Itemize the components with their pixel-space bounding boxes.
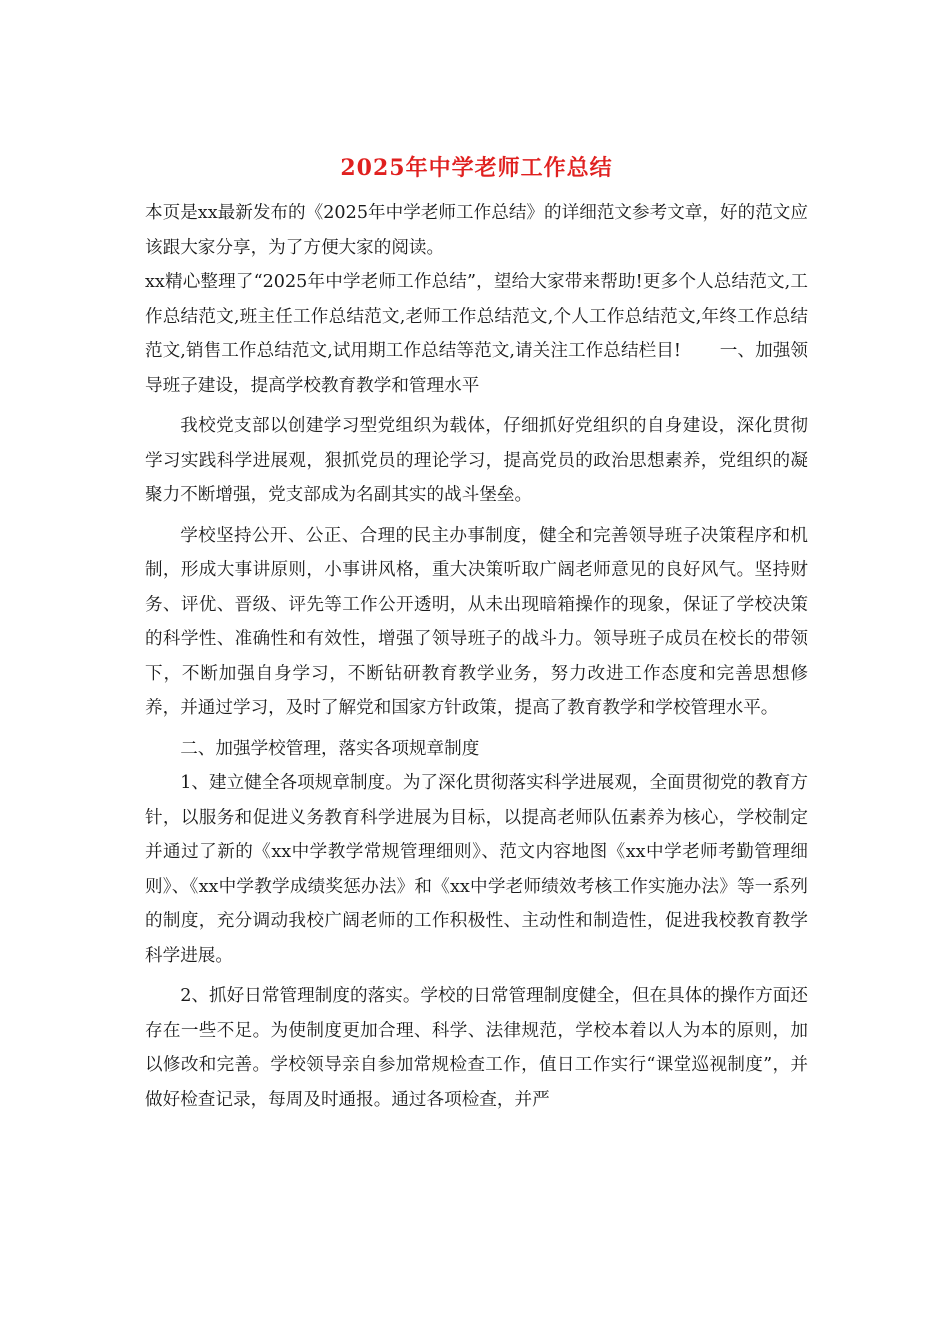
section-2-heading: 二、加强学校管理，落实各项规章制度 xyxy=(180,738,480,759)
recommend-text: xx精心整理了“2025年中学老师工作总结”，望给大家带来帮助!更多个人总结范文,工作总结范文,班主任工作总结范文,老师工作总结范文,个人工作总结范文,年终工作总结范文,销售工作总结范文,试用期工作总结等范文,请关注工作总结栏目! xyxy=(145,272,808,361)
recommend-paragraph xyxy=(145,265,808,403)
paragraph-2: 学校坚持公开、公正、合理的民主办事制度，健全和完善领导班子决策程序和机制，形成大事讲原则，小事讲风格，重大决策听取广阔老师意见的良好风气。坚持财务、评优、晋级、评先等工作公开透明，从未出现暗箱操作的现象，保证了学校决策的科学性、准确性和有效性，增强了领导班子的战斗力。领导班子成员在校长的带领下，不断加强自身学习，不断钻研教育教学业务，努力改进工作态度和完善思想修养，并通过学习，及时了解党和国家方针政策，提高了教育教学和学校管理水平。 xyxy=(145,525,808,718)
intro-paragraph: 本页是xx最新发布的《2025年中学老师工作总结》的详细范文参考文章，好的范文应该跟大家分享，为了方便大家的阅读。 xyxy=(145,203,808,258)
section-1-heading: 一、加强领导班子建设，提高学校教育教学和管理水平 xyxy=(145,341,808,396)
paragraph-4: 2、抓好日常管理制度的落实。学校的日常管理制度健全，但在具体的操作方面还存在一些不足。为使制度更加合理、科学、法律规范，学校本着以人为本的原则，加以修改和完善。学校领导亲自参加常规检查工作，值日工作实行“课堂巡视制度”，并做好检查记录，每周及时通报。通过各项检查，并严 xyxy=(145,986,808,1110)
paragraph-3: 1、建立健全各项规章制度。为了深化贯彻落实科学进展观，全面贯彻党的教育方针，以服务和促进义务教育科学进展为目标，以提高老师队伍素养为核心，学校制定并通过了新的《xx中学教学常规管理细则》、范文内容地图《xx中学老师考勤管理细则》、《xx中学教学成绩奖惩办法》和《xx中学老师绩效考核工作实施办法》等一系列的制度，充分调动我校广阔老师的工作积极性、主动性和制造性，促进我校教育教学科学进展。 xyxy=(145,773,808,966)
document-title: 2025年中学老师工作总结 xyxy=(340,155,613,181)
paragraph-1: 我校党支部以创建学习型党组织为载体，仔细抓好党组织的自身建设，深化贯彻学习实践科学进展观，狠抓党员的理论学习，提高党员的政治思想素养，党组织的凝聚力不断增强，党支部成为名副其实的战斗堡垒。 xyxy=(145,416,808,505)
